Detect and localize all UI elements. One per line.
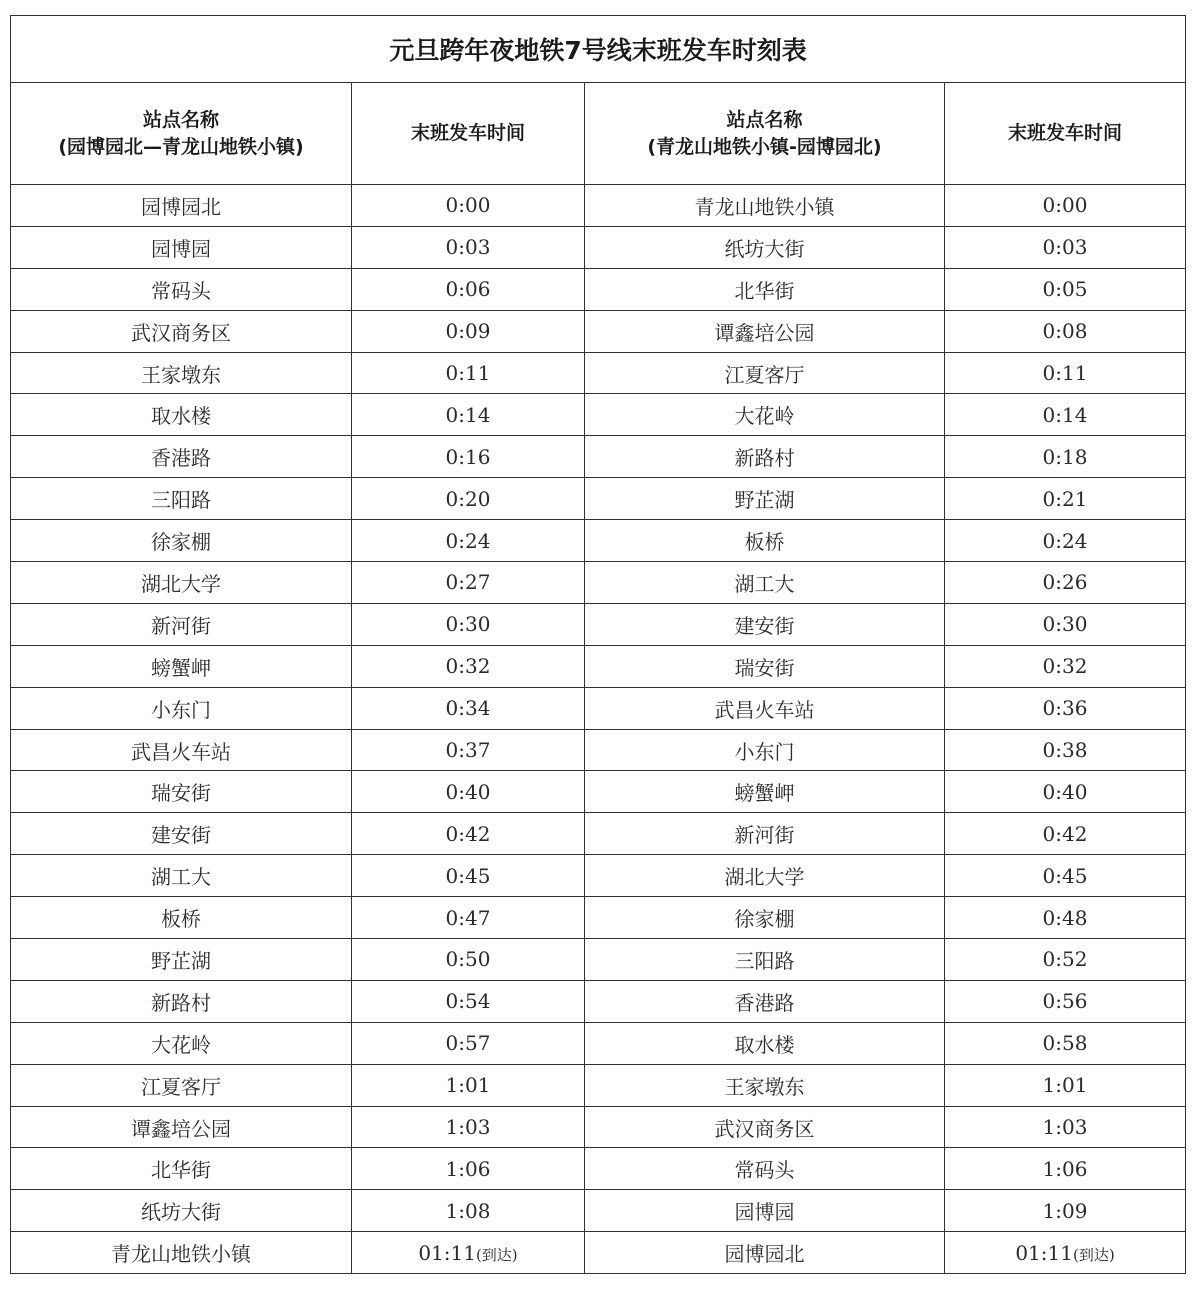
right-time: 0:48 bbox=[945, 897, 1186, 939]
right-station: 瑞安街 bbox=[585, 645, 945, 687]
right-station: 武汉商务区 bbox=[585, 1106, 945, 1148]
right-time: 0:56 bbox=[945, 980, 1186, 1022]
table-row bbox=[11, 394, 1186, 436]
left-station: 板桥 bbox=[11, 897, 352, 939]
header-left-time: 末班发车时间 bbox=[352, 83, 585, 185]
header-row bbox=[11, 83, 1186, 185]
left-arrival-note: (到达) bbox=[475, 1245, 518, 1264]
right-station: 江夏客厅 bbox=[585, 352, 945, 394]
left-station: 湖北大学 bbox=[11, 562, 352, 604]
left-station: 徐家棚 bbox=[11, 520, 352, 562]
header-left-direction: (园博园北—青龙山地铁小镇) bbox=[58, 135, 304, 158]
left-time: 0:54 bbox=[352, 980, 585, 1022]
right-station: 徐家棚 bbox=[585, 897, 945, 939]
table-title: 元旦跨年夜地铁7号线末班发车时刻表 bbox=[11, 16, 1186, 83]
header-right-station-label: 站点名称 bbox=[726, 108, 803, 131]
left-arrival-time: 01:11 bbox=[418, 1240, 476, 1265]
left-station: 常码头 bbox=[11, 268, 352, 310]
left-station: 三阳路 bbox=[11, 478, 352, 520]
right-station: 湖工大 bbox=[585, 562, 945, 604]
right-station: 香港路 bbox=[585, 980, 945, 1022]
left-station: 新路村 bbox=[11, 980, 352, 1022]
right-time: 0:03 bbox=[945, 226, 1186, 268]
left-time: 0:14 bbox=[352, 394, 585, 436]
right-station: 纸坊大街 bbox=[585, 226, 945, 268]
right-station: 新路村 bbox=[585, 436, 945, 478]
left-time: 0:32 bbox=[352, 645, 585, 687]
left-station: 湖工大 bbox=[11, 855, 352, 897]
right-station: 湖北大学 bbox=[585, 855, 945, 897]
right-station: 取水楼 bbox=[585, 1022, 945, 1064]
table-row bbox=[11, 939, 1186, 981]
right-time: 1:01 bbox=[945, 1064, 1186, 1106]
table-row bbox=[11, 562, 1186, 604]
header-right-direction: (青龙山地铁小镇-园博园北) bbox=[647, 135, 882, 158]
right-time: 0:05 bbox=[945, 268, 1186, 310]
title-row bbox=[11, 16, 1186, 83]
left-time: 0:45 bbox=[352, 855, 585, 897]
right-time: 0:36 bbox=[945, 687, 1186, 729]
right-time: 0:52 bbox=[945, 939, 1186, 981]
left-time: 0:47 bbox=[352, 897, 585, 939]
left-station: 瑞安街 bbox=[11, 771, 352, 813]
table-row bbox=[11, 1106, 1186, 1148]
left-station: 北华街 bbox=[11, 1148, 352, 1190]
left-time: 0:24 bbox=[352, 520, 585, 562]
table-row bbox=[11, 897, 1186, 939]
table-row bbox=[11, 771, 1186, 813]
table-row bbox=[11, 729, 1186, 771]
right-time: 0:11 bbox=[945, 352, 1186, 394]
left-station: 建安街 bbox=[11, 813, 352, 855]
left-station: 武昌火车站 bbox=[11, 729, 352, 771]
left-station: 小东门 bbox=[11, 687, 352, 729]
right-time: 1:06 bbox=[945, 1148, 1186, 1190]
left-station: 园博园北 bbox=[11, 185, 352, 227]
right-station: 王家墩东 bbox=[585, 1064, 945, 1106]
left-time: 1:03 bbox=[352, 1106, 585, 1148]
right-time: 0:08 bbox=[945, 310, 1186, 352]
left-station: 香港路 bbox=[11, 436, 352, 478]
table-row bbox=[11, 980, 1186, 1022]
table-row bbox=[11, 520, 1186, 562]
right-time: 0:26 bbox=[945, 562, 1186, 604]
table-row bbox=[11, 855, 1186, 897]
right-time: 1:09 bbox=[945, 1190, 1186, 1232]
left-time: 0:03 bbox=[352, 226, 585, 268]
left-time: 0:20 bbox=[352, 478, 585, 520]
left-time: 0:27 bbox=[352, 562, 585, 604]
left-time: 0:50 bbox=[352, 939, 585, 981]
left-time: 0:57 bbox=[352, 1022, 585, 1064]
table-row bbox=[11, 268, 1186, 310]
left-station: 青龙山地铁小镇 bbox=[11, 1232, 352, 1274]
table-row bbox=[11, 1148, 1186, 1190]
left-time: 0:40 bbox=[352, 771, 585, 813]
table-row bbox=[11, 436, 1186, 478]
right-time: 0:24 bbox=[945, 520, 1186, 562]
right-station: 板桥 bbox=[585, 520, 945, 562]
table-row bbox=[11, 687, 1186, 729]
right-station: 新河街 bbox=[585, 813, 945, 855]
right-time: 1:03 bbox=[945, 1106, 1186, 1148]
right-station: 小东门 bbox=[585, 729, 945, 771]
table-row bbox=[11, 813, 1186, 855]
right-station: 常码头 bbox=[585, 1148, 945, 1190]
header-right-time: 末班发车时间 bbox=[945, 83, 1186, 185]
left-time: 0:30 bbox=[352, 603, 585, 645]
left-time: 0:00 bbox=[352, 185, 585, 227]
table-row-last bbox=[11, 1232, 1186, 1274]
timetable-body bbox=[11, 16, 1186, 1274]
left-time: 0:42 bbox=[352, 813, 585, 855]
right-station: 谭鑫培公园 bbox=[585, 310, 945, 352]
table-row bbox=[11, 352, 1186, 394]
right-time: 0:14 bbox=[945, 394, 1186, 436]
left-time: 0:16 bbox=[352, 436, 585, 478]
right-station: 野芷湖 bbox=[585, 478, 945, 520]
right-time: 0:30 bbox=[945, 603, 1186, 645]
table-row bbox=[11, 1190, 1186, 1232]
right-time: 0:45 bbox=[945, 855, 1186, 897]
table-row bbox=[11, 645, 1186, 687]
header-right-station bbox=[585, 83, 945, 185]
right-station: 螃蟹岬 bbox=[585, 771, 945, 813]
left-station: 螃蟹岬 bbox=[11, 645, 352, 687]
right-time: 0:00 bbox=[945, 185, 1186, 227]
right-time: 0:21 bbox=[945, 478, 1186, 520]
left-station: 武汉商务区 bbox=[11, 310, 352, 352]
right-time: 0:58 bbox=[945, 1022, 1186, 1064]
left-station: 野芷湖 bbox=[11, 939, 352, 981]
right-arrival-time: 01:11 bbox=[1015, 1240, 1073, 1265]
table-row bbox=[11, 1064, 1186, 1106]
right-station: 北华街 bbox=[585, 268, 945, 310]
right-arrival-note: (到达) bbox=[1072, 1245, 1115, 1264]
table-row bbox=[11, 1022, 1186, 1064]
left-time: 0:06 bbox=[352, 268, 585, 310]
right-time: 0:32 bbox=[945, 645, 1186, 687]
left-station: 取水楼 bbox=[11, 394, 352, 436]
left-time: 1:08 bbox=[352, 1190, 585, 1232]
left-station: 谭鑫培公园 bbox=[11, 1106, 352, 1148]
left-station: 大花岭 bbox=[11, 1022, 352, 1064]
right-time: 0:18 bbox=[945, 436, 1186, 478]
left-time: 0:34 bbox=[352, 687, 585, 729]
right-time: 0:42 bbox=[945, 813, 1186, 855]
table-row bbox=[11, 310, 1186, 352]
right-time bbox=[945, 1232, 1186, 1274]
left-time: 0:09 bbox=[352, 310, 585, 352]
table-row bbox=[11, 603, 1186, 645]
table-row bbox=[11, 226, 1186, 268]
header-left-station-label: 站点名称 bbox=[142, 108, 219, 131]
table-row bbox=[11, 185, 1186, 227]
right-station: 青龙山地铁小镇 bbox=[585, 185, 945, 227]
left-time: 0:11 bbox=[352, 352, 585, 394]
right-time: 0:40 bbox=[945, 771, 1186, 813]
left-time: 1:06 bbox=[352, 1148, 585, 1190]
header-left-station bbox=[11, 83, 352, 185]
right-time: 0:38 bbox=[945, 729, 1186, 771]
table-row bbox=[11, 478, 1186, 520]
left-time: 1:01 bbox=[352, 1064, 585, 1106]
right-station: 建安街 bbox=[585, 603, 945, 645]
right-station: 园博园北 bbox=[585, 1232, 945, 1274]
left-time: 0:37 bbox=[352, 729, 585, 771]
left-station: 王家墩东 bbox=[11, 352, 352, 394]
right-station: 武昌火车站 bbox=[585, 687, 945, 729]
left-time bbox=[352, 1232, 585, 1274]
right-station: 园博园 bbox=[585, 1190, 945, 1232]
right-station: 三阳路 bbox=[585, 939, 945, 981]
right-station: 大花岭 bbox=[585, 394, 945, 436]
timetable bbox=[10, 15, 1186, 1274]
left-station: 园博园 bbox=[11, 226, 352, 268]
left-station: 江夏客厅 bbox=[11, 1064, 352, 1106]
left-station: 纸坊大街 bbox=[11, 1190, 352, 1232]
left-station: 新河街 bbox=[11, 603, 352, 645]
